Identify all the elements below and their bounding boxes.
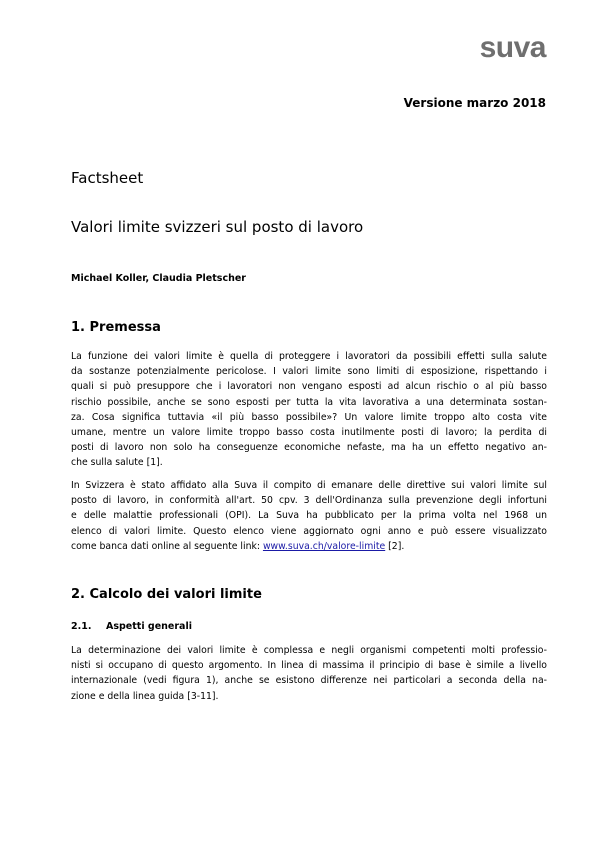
subsection-heading-aspetti-generali [71,620,192,634]
text-line: umane, mentre un valore limite troppo basso costa inutilmente posti di lavoro; la perdita di [71,427,547,439]
text-line: La funzione dei valori limite è quella di proteggere i lavoratori da possibili effetti sulla salute [71,351,547,362]
suva-logo: suva [479,31,546,64]
text-line: zione e della linea guida [3-11]. [71,690,219,702]
paragraph-premessa-1 [71,349,547,471]
subsection-title: Aspetti generali [106,621,192,632]
text-fragment: [2]. [385,540,405,552]
section-number: 2. [71,587,85,602]
section-title: Calcolo dei valori limite [89,587,262,602]
text-line: internazionale (vedi figura 1), anche se esistono differenze nei particolari a seconda della na- [71,675,547,687]
text-line: posti di lavoro non solo ha conseguenze economiche nefaste, ma ha un effetto negativo an- [71,442,547,454]
version-date: Versione marzo 2018 [403,96,546,110]
text-line: La determinazione dei valori limite è complessa e negli organismi competenti molti professio- [71,645,547,656]
text-line: e delle malattie professionali (OPI). La Suva ha pubblicato per la prima volta nel 1968 un [71,510,547,522]
document-kind: Factsheet [71,169,144,187]
subsection-number: 2.1. [71,621,92,632]
section-title: Premessa [89,320,161,335]
paragraph-aspetti-generali [71,643,547,704]
text-line: rischio possibile, anche se sono esposti per tutta la vita lavorativa a una determinata sostan- [71,396,547,408]
document-title: Valori limite svizzeri sul posto di lavoro [71,218,364,236]
section-number: 1. [71,320,85,335]
valore-limite-link[interactable]: www.suva.ch/valore-limite [262,540,386,552]
text-line: za. Cosa significa tuttavia «il più basso possibile»? Un valore limite troppo alto costa vite [71,411,547,423]
text-line: posto di lavoro, in conformità all'art. 50 cpv. 3 dell'Ordinanza sulla prevenzione degli infortuni [71,495,547,507]
text-line: da sostanze potenzialmente pericolose. I valori limite sono limiti di esposizione, rispettando i [71,366,547,378]
authors: Michael Koller, Claudia Pletscher [71,273,246,284]
section-heading-calcolo [71,587,262,603]
text-line [71,539,547,554]
text-line: elenco di valori limite. Questo elenco viene aggiornato ogni anno e può essere visualizzato [71,525,547,537]
text-line: che sulla salute [1]. [71,457,163,469]
text-line: quali si può presuppore che i lavoratori non vengano esposti ad alcun rischio o al più basso [71,381,547,393]
text-line: In Svizzera è stato affidato alla Suva il compito di emanare delle direttive sui valori limite sul [71,480,547,491]
section-heading-premessa [71,320,161,336]
text-fragment: come banca dati online al seguente link: [71,540,263,552]
paragraph-premessa-2 [71,478,547,554]
text-line: nisti si occupano di questo argomento. In linea di massima il principio di base è simile a livello [71,660,547,672]
